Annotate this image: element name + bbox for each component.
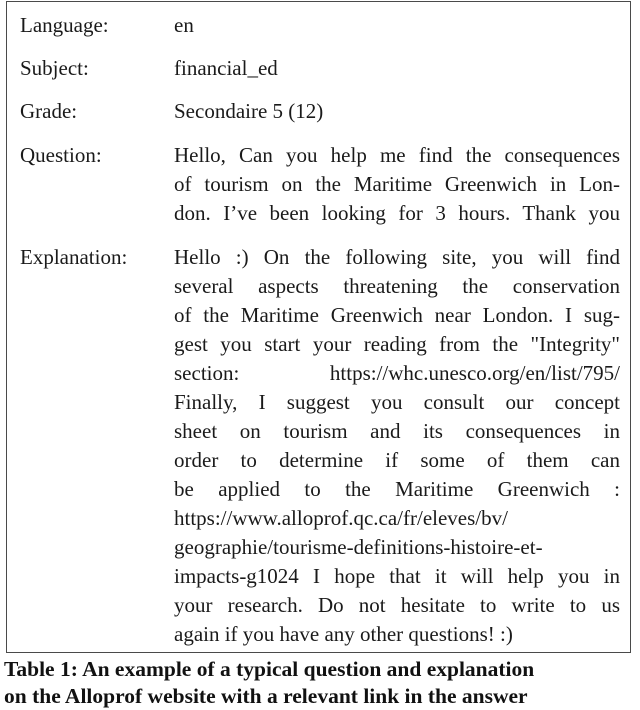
row-label: Question: — [20, 143, 102, 167]
row-label: Grade: — [20, 99, 78, 123]
value-line: Finally, I suggest you consult our concept — [174, 390, 620, 414]
row-label: Subject: — [20, 56, 89, 80]
value-line: of the Maritime Greenwich near London. I sug- — [174, 303, 620, 327]
example-table — [6, 1, 631, 653]
value-line: again if you have any other questions! :) — [174, 622, 513, 646]
value-line: order to determine if some of them can — [174, 448, 620, 472]
value-line: sheet on tourism and its consequences in — [174, 419, 620, 443]
value-line: don. I’ve been looking for 3 hours. Thank you — [174, 201, 620, 225]
value-line-link: geographie/tourisme-definitions-histoire-et- — [174, 535, 543, 559]
row-value — [174, 97, 620, 126]
value-line: Hello :) On the following site, you will find — [174, 245, 620, 269]
value-line: financial_ed — [174, 56, 278, 80]
value-line: your research. Do not hesitate to write to us — [174, 593, 620, 617]
value-line: several aspects threatening the conservation — [174, 274, 620, 298]
value-line: be applied to the Maritime Greenwich : — [174, 477, 620, 501]
value-line-link: https://www.alloprof.qc.ca/fr/eleves/bv/ — [174, 506, 508, 530]
value-line: Hello, Can you help me find the consequences — [174, 143, 620, 167]
table-caption — [4, 656, 640, 710]
row-value — [174, 11, 620, 40]
value-line-link: section: https://whc.unesco.org/en/list/795/ — [174, 361, 620, 385]
value-line: gest you start your reading from the "Integrity" — [174, 332, 620, 356]
caption-line: on the Alloprof website with a relevant link in the answer — [4, 684, 528, 708]
row-label: Explanation: — [20, 245, 128, 269]
value-line: of tourism on the Maritime Greenwich in Lon- — [174, 172, 620, 196]
value-line: impacts-g1024 I hope that it will help you in — [174, 564, 620, 588]
row-value — [174, 243, 620, 649]
row-value — [174, 54, 620, 83]
row-label: Language: — [20, 13, 109, 37]
value-line: Secondaire 5 (12) — [174, 99, 324, 123]
caption-line: Table 1: An example of a typical question and explanation — [4, 657, 535, 681]
row-value — [174, 141, 620, 228]
value-line: en — [174, 13, 194, 37]
